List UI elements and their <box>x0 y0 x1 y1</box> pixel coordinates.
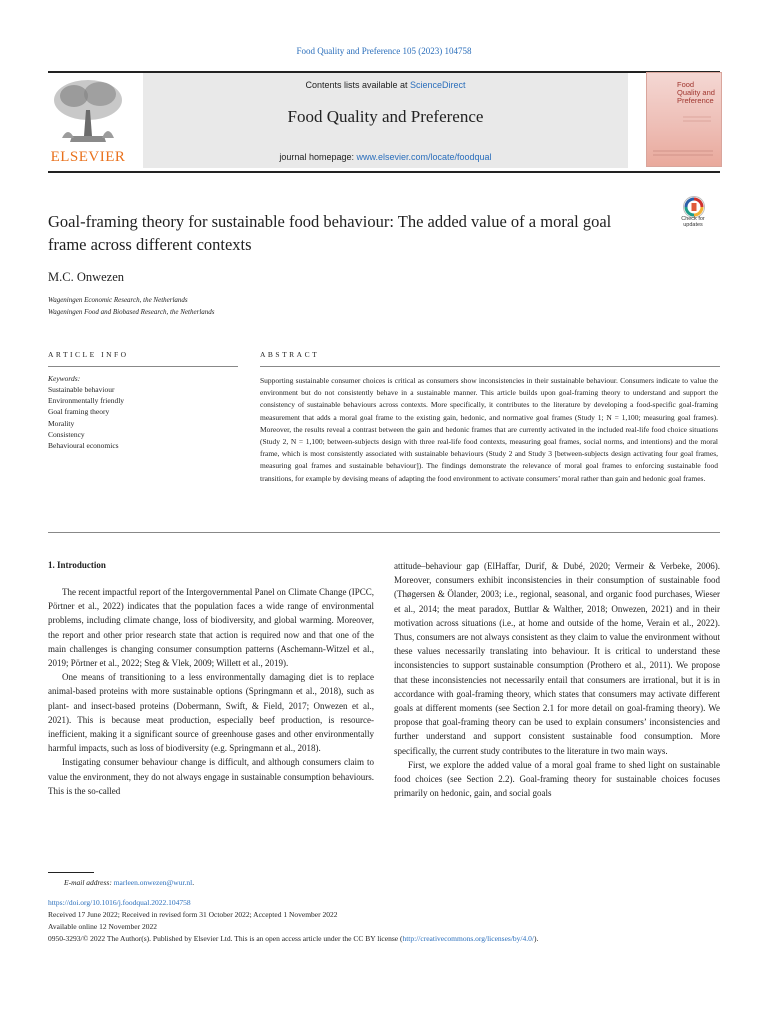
license-suffix: ). <box>533 934 539 943</box>
article-info-rule <box>48 366 238 367</box>
email-suffix: . <box>192 878 195 887</box>
header-bottom-rule <box>48 171 720 173</box>
elsevier-tree-logo <box>50 76 126 148</box>
keyword-item: Sustainable behaviour <box>48 385 115 394</box>
publisher-logo-text[interactable]: ELSEVIER <box>50 149 126 165</box>
license-link[interactable]: http://creativecommons.org/licenses/by/4.0/ <box>402 934 534 943</box>
license-line <box>48 934 728 945</box>
contents-prefix: Contents lists available at <box>305 80 411 90</box>
body-paragraph: One means of transitioning to a less environmentally damaging diet is to replace animal-based proteins with more sustainable options (Springmann et al., 2018), such as plant- and insect-based proteins (Dobermann, Swift, & Field, 2017; Onwezen et al., 2021). This is because meat production, especially beef production, is resource-inefficient, making it a significant source of greenhouse gases and other environmentally harmful impacts, such as loss of biodiversity (e.g. Springmann et al., 2018). <box>48 672 374 754</box>
abstract-rule <box>260 366 720 367</box>
journal-reference-link[interactable]: Food Quality and Preference 105 (2023) 104758 <box>296 46 472 56</box>
cover-title: Food Quality and Preference <box>677 80 715 105</box>
available-online-date: Available online 12 November 2022 <box>48 922 157 931</box>
check-for-updates-badge[interactable] <box>676 196 710 232</box>
check-for-updates-label: Check for updates <box>681 216 705 228</box>
abstract-bottom-rule <box>48 532 720 533</box>
body-paragraph: First, we explore the added value of a moral goal frame to shed light on sustainable food choices (see Section 2.2). Goal-framing theory for sustainable choices focuses primarily on hedonic, gain, and social goals <box>394 759 720 799</box>
article-info-heading: ARTICLE INFO <box>48 350 129 359</box>
cover-decoration <box>653 111 713 157</box>
journal-header-band <box>143 73 628 168</box>
keywords-label: Keywords: <box>48 374 81 383</box>
affiliation-2: Wageningen Food and Biobased Research, the Netherlands <box>48 308 215 316</box>
received-dates: Received 17 June 2022; Received in revised form 31 October 2022; Accepted 1 November 2022 <box>48 910 338 919</box>
homepage-prefix: journal homepage: <box>279 152 357 162</box>
journal-title[interactable]: Food Quality and Preference <box>287 107 484 126</box>
check-for-updates-icon <box>683 196 705 218</box>
affiliation-1: Wageningen Economic Research, the Netherlands <box>48 296 188 304</box>
body-paragraph: attitude–behaviour gap (ElHaffar, Durif, & Dubé, 2020; Vermeir & Verbeke, 2006). Moreover, consumers exhibit inconsistencies in their consumption of sustainable food (Thøgersen & Ölander, 2003; i.e., regional, seasonal, and organic food purchases, Wieser et al., 2014; the meat paradox, Buttlar & Walther, 2018; Onwezen, 2021) and in their motivation across situations (i.e., at home and outside of the home, Verain et al., 2022). Thus, consumers are not always consistent as they claim to value the environment without these values necessarily translating into behaviour. It is critical to understand these inconsistencies to support sustainable consumption (Prothero et al., 2011). We propose that these inconsistencies not necessarily entail that consumers are irrational, but it is in accordance with goal-framing theory, which states that consumers may activate different goals at different moments (see Section 2.1 for more detail on goal-framing theory). We propose that goal-framing theory can be used to explain consumers’ inconsistencies and further understand and support consistent sustainable food consumption. More specifically, the current study contributes to the literature in two main ways. <box>394 561 720 756</box>
contents-line <box>143 80 628 90</box>
license-prefix: 0950-3293/© 2022 The Author(s). Published by Elsevier Ltd. This is an open access article under the CC BY license ( <box>48 934 403 943</box>
body-paragraph: The recent impactful report of the Intergovernmental Panel on Climate Change (IPCC, Pörtner et al., 2022) indicates that the population faces a wide range of environmental problems, including climate change, loss of biodiversity, and global warming. Moreover, the report and other prior research state that action is required now and that one of the main challenges is changing consumer consumption patterns (Aschemann-Witzel et al., 2019; Pörtner et al., 2022; Steg & Vlek, 2009; Willett et al., 2019). <box>48 587 374 669</box>
journal-homepage-link[interactable]: www.elsevier.com/locate/foodqual <box>356 152 492 162</box>
body-paragraph: Instigating consumer behaviour change is difficult, and although consumers claim to value the environment, they do not always engage in sustainable consumption behaviours. This is the so-called <box>48 757 374 796</box>
author-name[interactable]: M.C. Onwezen <box>48 270 125 284</box>
journal-homepage-line <box>143 152 628 162</box>
email-label: E-mail address: <box>64 878 114 887</box>
author-email-link[interactable]: marleen.onwezen@wur.nl <box>113 878 193 887</box>
abstract-text: Supporting sustainable consumer choices is critical as consumers show inconsistencies in their sustainable behaviour. Consumers indicate to value the environment but do not consistently behave in a sustainable manner. This article builds upon goal-framing theory to understand and support the consistency of sustainable behaviours across contexts. More specifically, it contributes to the literature by developing a food-specific goal-framing measurement that adds a moral goal frame to the existing gain, hedonic, and normative goal frames (Study 1; N = 1,100; measuring goal frames). Moreover, the results reveal a contrast between the gain and hedonic frames that are currently activated in the included real-life food choice situations (Study 2, N = 1,100; between-subjects design with three real-life food contexts, measuring goal frames, social norms, and intentions) and the moral frame, which is most consistently associated with sustainable behaviours (Study 2 and Study 3 [between-subjects design activating four goal frames, measuring goal frames and sustainable behaviour]). The findings demonstrate the relevance of moral goal frames to enforcing sustainable food transitions, for example by devising means of adapting the food environment to activate consumers’ moral rather than gain and hedonic goal frames. <box>260 376 718 483</box>
section-heading-introduction: 1. Introduction <box>48 560 106 570</box>
body-left-column <box>48 585 374 798</box>
article-title: Goal-framing theory for sustainable food behaviour: The added value of a moral goal frame across different contexts <box>48 212 612 254</box>
abstract-heading: ABSTRACT <box>260 350 320 359</box>
footnote-rule <box>48 872 94 873</box>
keyword-item: Behavioural economics <box>48 441 119 451</box>
keyword-item: Consistency <box>48 429 85 439</box>
keywords-list <box>48 384 238 451</box>
sciencedirect-link[interactable]: ScienceDirect <box>410 80 466 90</box>
keyword-item: Environmentally friendly <box>48 396 125 406</box>
doi-link[interactable]: https://doi.org/10.1016/j.foodqual.2022.104758 <box>48 898 191 907</box>
email-footnote <box>48 878 728 889</box>
keyword-item: Morality <box>48 418 75 428</box>
body-right-column <box>394 559 720 800</box>
keyword-item: Goal framing theory <box>48 407 110 417</box>
journal-cover-image[interactable] <box>646 72 722 167</box>
